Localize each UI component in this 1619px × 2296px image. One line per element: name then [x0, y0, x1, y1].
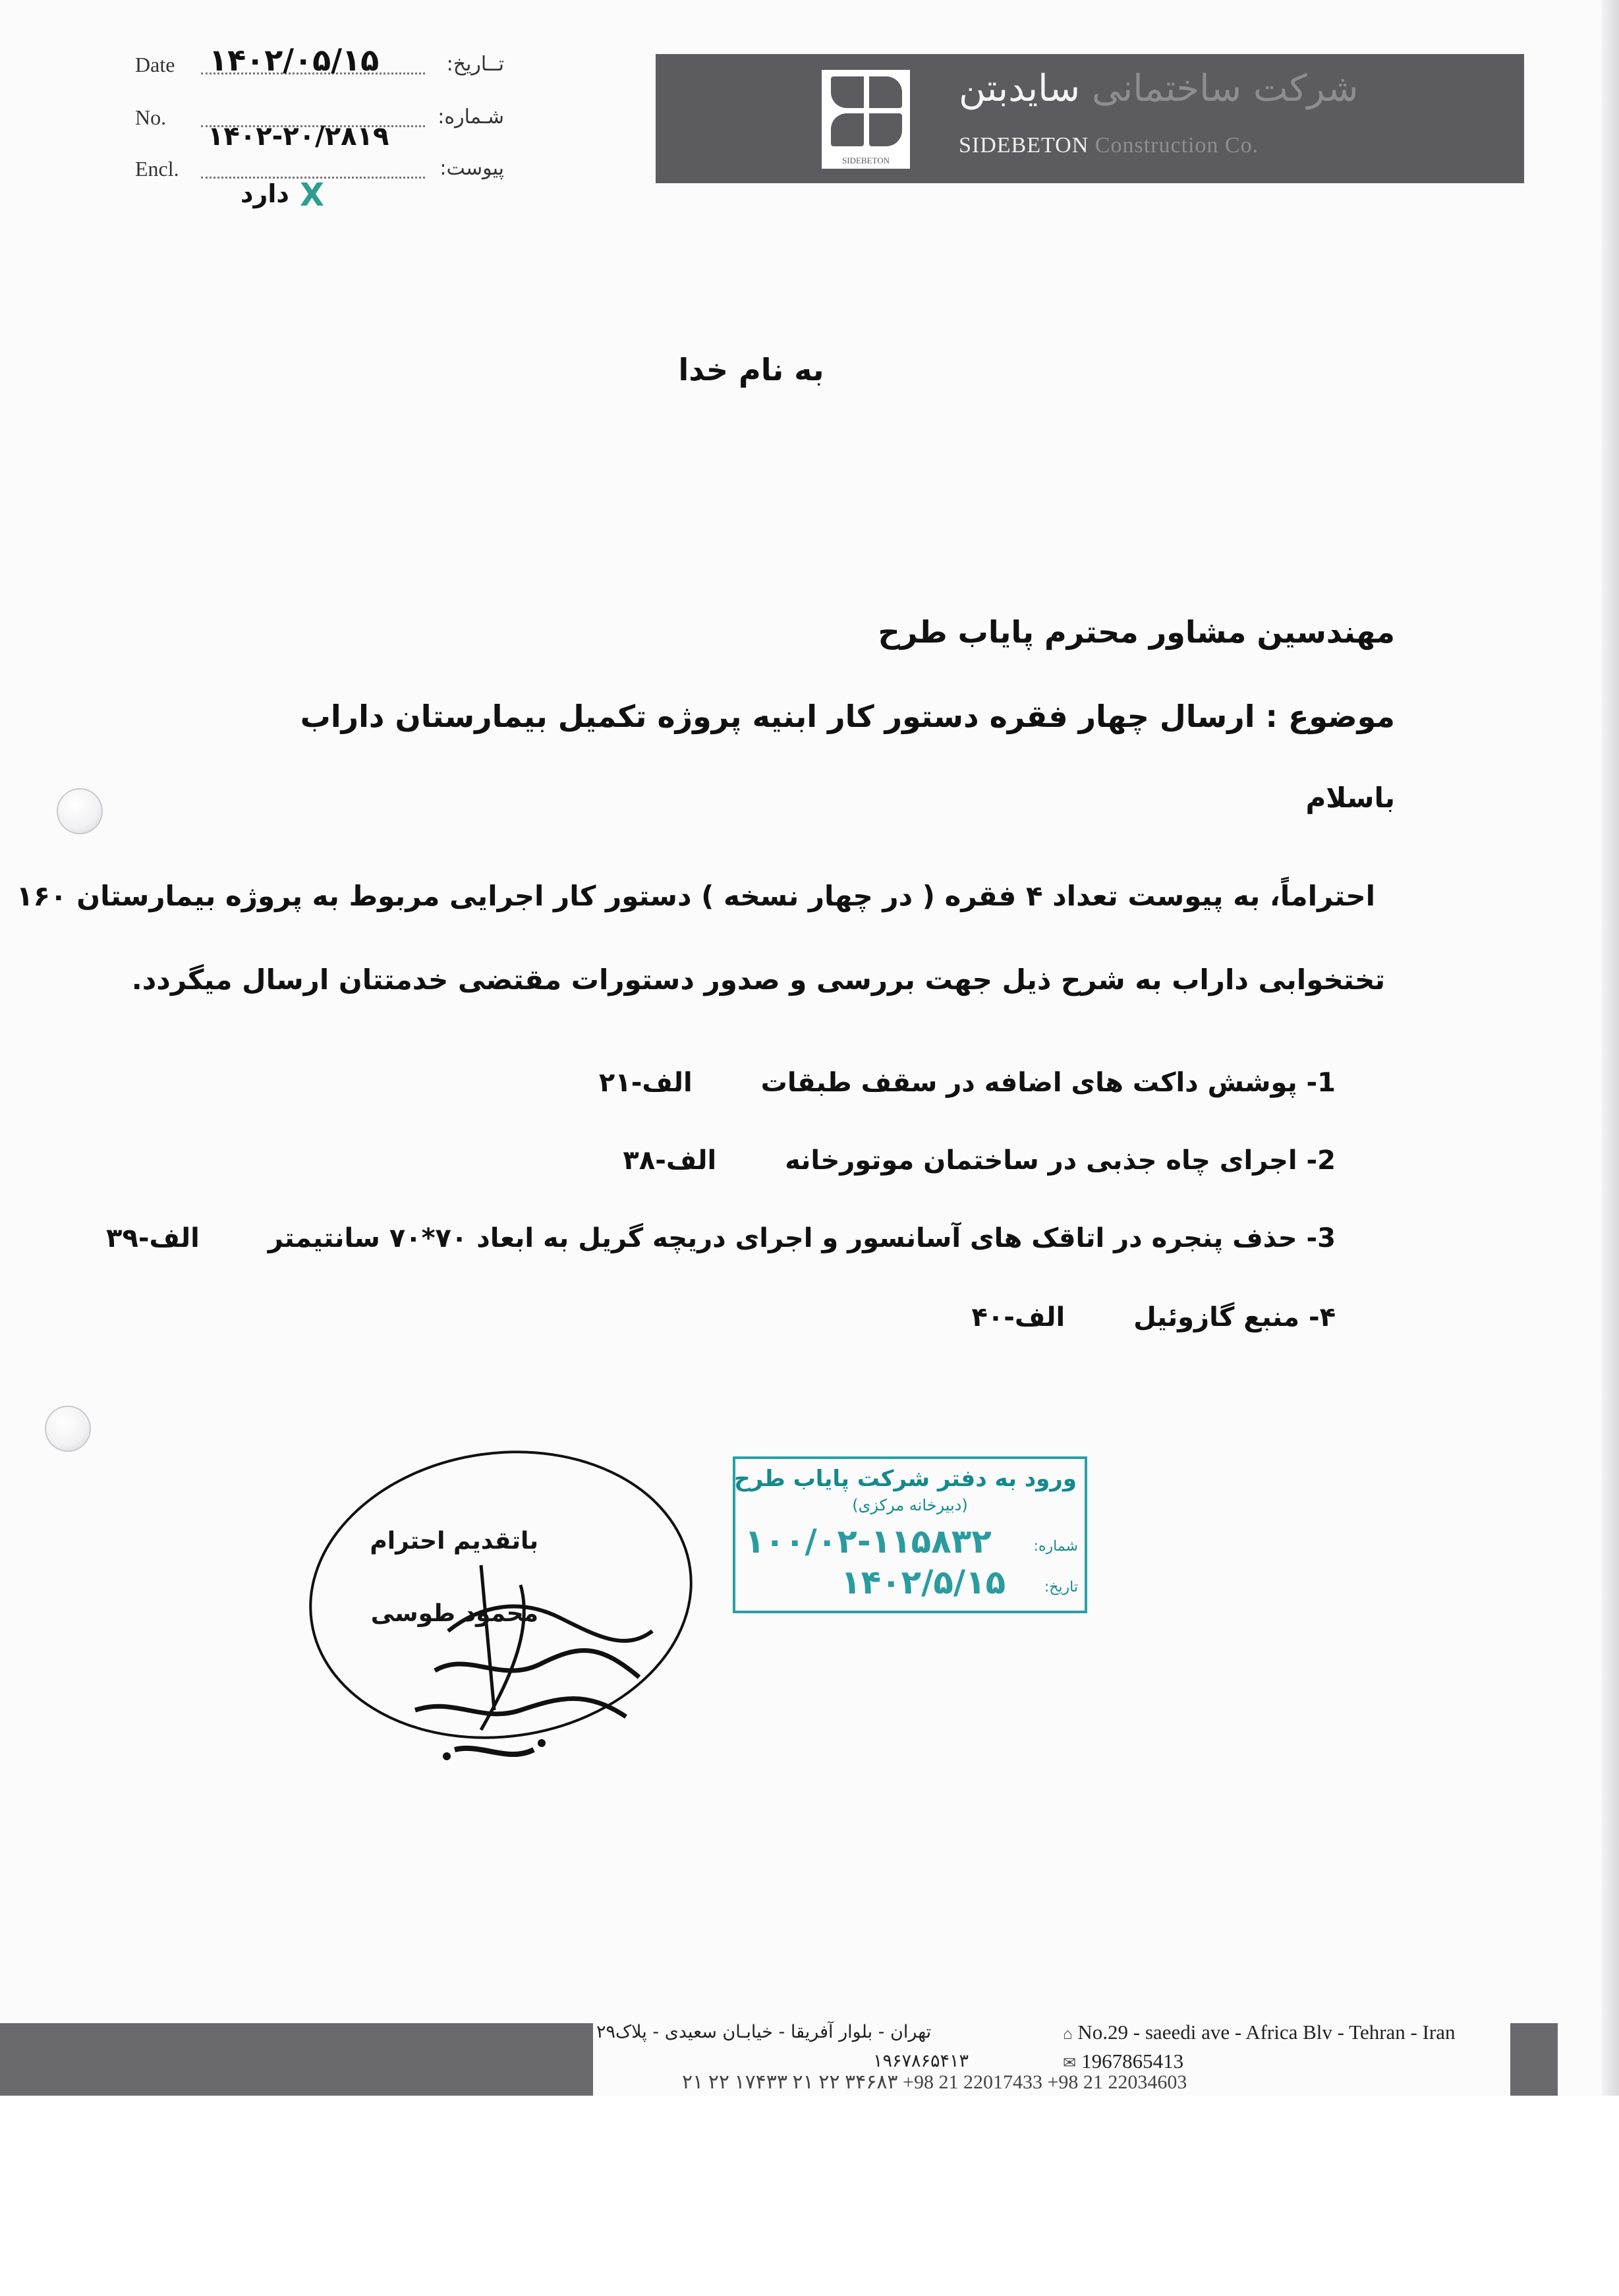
scan-edge-shadow: [1602, 0, 1619, 2296]
stamp-subtitle: (دبیرخانه مرکزی): [852, 1496, 968, 1514]
logo-caption: SIDEBETON: [842, 156, 890, 165]
signer-name: محمود طوسی: [370, 1600, 538, 1627]
date-row: [135, 42, 504, 87]
stamp-date-value: ۱۴۰۲/۵/۱۵: [841, 1563, 1006, 1601]
body-paragraph-line-1: احتراماً، به پیوست تعداد ۴ فقره ( در چهار نسخه ) دستور کار اجرایی مربوط به پروژه بیمارستان ۱۶۰: [16, 880, 1375, 912]
letter-meta-block: [135, 42, 504, 219]
date-label-fa: تــاریخ:: [446, 53, 504, 76]
list-item-text: اجرای چاه جذبی در ساختمان موتورخانه: [785, 1145, 1297, 1176]
signature-and-company-seal: [283, 1433, 745, 1829]
home-icon: ⌂: [1063, 2026, 1073, 2043]
footer-address-en-line: [1058, 2021, 1456, 2044]
stamp-number-label: شماره:: [1033, 1538, 1078, 1555]
company-name-en: [959, 133, 1259, 158]
stamp-title: ورود به دفتر شرکت پایاب طرح: [734, 1466, 1077, 1492]
list-item-text: منبع گازوئیل: [1133, 1302, 1300, 1333]
enclosure-label-en: Encl.: [135, 157, 179, 181]
footer-postal-en: 1967865413: [1081, 2050, 1184, 2073]
list-item-text: حذف پنجره در اتاقک های آسانسور و اجرای دریچه گریل به ابعاد ۷۰*۷۰ سانتیمتر: [268, 1223, 1297, 1253]
received-stamp: [733, 1456, 1087, 1613]
basmala-heading: به نام خدا: [678, 352, 824, 387]
list-item: [623, 1145, 1336, 1176]
list-item: [971, 1302, 1336, 1333]
footer-address-en: No.29 - saeedi ave - Africa Blv - Tehran - Iran: [1077, 2021, 1456, 2044]
list-item-reference: الف-۳۸: [623, 1145, 717, 1176]
greeting: باسلام: [1305, 782, 1395, 814]
company-brand-fa: سایدبتن: [959, 67, 1081, 110]
binder-hole: [46, 1407, 90, 1450]
footer-postal-fa: ۱۹۶۷۸۶۵۴۱۳: [873, 2051, 969, 2071]
company-suffix-en: Construction Co.: [1094, 133, 1259, 158]
list-item-number: 1-: [1306, 1068, 1336, 1098]
binder-hole: [58, 789, 101, 833]
stamp-date-label: تاریخ:: [1044, 1579, 1078, 1595]
list-item-reference: الف-۴۰: [971, 1302, 1065, 1333]
company-prefix-fa: شرکت ساختمانی: [1091, 67, 1359, 110]
list-item-number: 3-: [1306, 1223, 1336, 1253]
list-item: [599, 1068, 1336, 1098]
scan-bottom-margin: [0, 2096, 1619, 2296]
company-name-fa: [959, 67, 1358, 110]
enclosure-value: دارد: [241, 179, 289, 208]
list-item-reference: الف-۳۹: [106, 1223, 200, 1253]
footer-postal-en-line: [1058, 2050, 1183, 2073]
footer-contact: [596, 2017, 1509, 2096]
stamp-number-value: ۱۰۰/۰۲-۱۱۵۸۳۲: [745, 1522, 992, 1561]
enclosure-label-fa: پیوست:: [440, 157, 504, 180]
footer-phones-cut-off: ۲۱ ۲۲ ۱۷۴۳۳ ۲۱ ۲۲ ۳۴۶۸۳ +98 21 22017433 +98 21 22034603: [682, 2071, 1187, 2093]
list-item-number: ۴-: [1308, 1302, 1336, 1333]
subject-line: موضوع : ارسال چهار فقره دستور کار ابنیه پروژه تکمیل بیمارستان داراب: [300, 699, 1395, 734]
list-item-number: 2-: [1306, 1145, 1336, 1176]
enclosure-check-mark: X: [300, 177, 325, 214]
number-label-fa: شـماره:: [438, 105, 504, 129]
footer-bar-left: [0, 2023, 593, 2096]
company-logo: [822, 70, 910, 169]
date-value: ۱۴۰۲/۰۵/۱۵: [209, 42, 380, 78]
number-row: [135, 100, 504, 152]
addressee: مهندسین مشاور محترم پایاب طرح: [878, 614, 1395, 650]
footer-address-fa: تهران - بلوار آفریقا - خیابـان سعیدی - پلاک۲۹: [596, 2022, 932, 2042]
number-value: ۱۴۰۲-۲۰/۲۸۱۹: [208, 121, 389, 152]
mailbox-icon: ✉: [1063, 2055, 1077, 2072]
footer-bar-right: [1510, 2023, 1558, 2096]
list-item-reference: الف-۲۱: [598, 1068, 693, 1098]
number-label-en: No.: [135, 105, 167, 129]
company-brand-en: SIDEBETON: [959, 133, 1089, 158]
body-paragraph-line-2: تختخوابی داراب به شرح ذیل جهت بررسی و صدور دستورات مقتضی خدمتتان ارسال میگردد.: [131, 963, 1385, 996]
date-label-en: Date: [135, 53, 175, 76]
list-item: [106, 1223, 1336, 1253]
list-item-text: پوشش داکت های اضافه در سقف طبقات: [760, 1068, 1297, 1098]
closing-phrase: باتقدیم احترام: [370, 1528, 538, 1555]
letterhead-banner: [656, 54, 1524, 183]
